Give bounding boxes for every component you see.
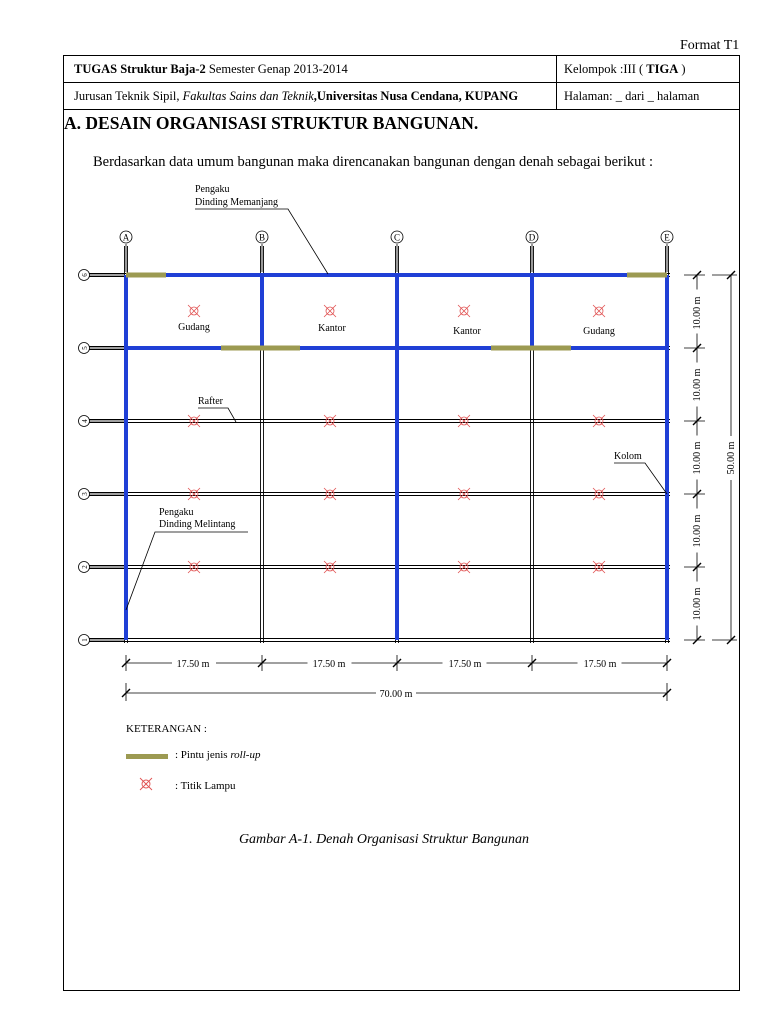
- grid-label-row: 2: [81, 565, 89, 569]
- lamp-point: [593, 488, 605, 500]
- lamp-icon: [138, 776, 154, 792]
- dim-bay-y: 10.00 m: [692, 514, 703, 548]
- annotation-pengaku-memanjang: Pengaku: [195, 184, 230, 195]
- lamp-point: [324, 415, 336, 427]
- figure-caption: Gambar A-1. Denah Organisasi Struktur Bangunan: [238, 832, 530, 847]
- lamp-point: [324, 305, 336, 317]
- grid-label-column: E: [664, 232, 670, 243]
- group-end: ): [678, 62, 686, 76]
- leader-line: [614, 463, 667, 494]
- grid-label-row: 3: [81, 492, 89, 496]
- lamp-point: [458, 488, 470, 500]
- lamp-point: [458, 305, 470, 317]
- header-page: Halaman: _ dari _ halaman: [564, 89, 700, 103]
- lamp-point: [458, 561, 470, 573]
- annotation-pengaku-memanjang: Dinding Memanjang: [195, 197, 279, 208]
- dim-total-x: 70.00 m: [379, 689, 413, 700]
- dim-bay-y: 10.00 m: [692, 441, 703, 475]
- dim-bay-x: 17.50 m: [583, 659, 617, 670]
- grid-label-row: 6: [81, 273, 89, 277]
- plan-grid: [84, 244, 670, 643]
- legend-title: KETERANGAN :: [126, 723, 207, 735]
- semester-text: Semester Genap 2013-2014: [205, 62, 348, 76]
- lamp-point: [188, 561, 200, 573]
- leader-line: [126, 532, 248, 610]
- grid-label-row: 1: [81, 638, 89, 642]
- dim-bay-x: 17.50 m: [312, 659, 346, 670]
- lamp-point: [593, 415, 605, 427]
- dimension-lines: [122, 271, 737, 701]
- lamp-point: [188, 488, 200, 500]
- format-label: Format T1: [680, 38, 740, 53]
- university-text: ,Universitas Nusa Cendana, KUPANG: [313, 89, 519, 103]
- room-label: Gudang: [178, 322, 210, 333]
- annotation-pengaku-melintang: Dinding Melintang: [159, 519, 236, 530]
- legend-door-prefix: : Pintu jenis: [175, 749, 231, 761]
- dept-text: Jurusan Teknik Sipil,: [74, 89, 183, 103]
- room-label: Gudang: [583, 326, 615, 337]
- lamp-point: [188, 415, 200, 427]
- intro-paragraph: Berdasarkan data umum bangunan maka direncanakan bangunan dengan denah sebagai berikut :: [93, 154, 654, 170]
- grid-label-column: C: [393, 232, 401, 243]
- lamp-point: [188, 305, 200, 317]
- room-label: Kantor: [453, 326, 481, 337]
- lamp-point: [593, 305, 605, 317]
- room-label: Kantor: [318, 323, 346, 334]
- course-name: TUGAS Struktur Baja-2: [74, 62, 206, 76]
- lamp-point: [593, 561, 605, 573]
- legend-lamp-text: : Titik Lampu: [175, 780, 236, 792]
- lamp-point: [324, 561, 336, 573]
- grid-label-row: 5: [81, 346, 89, 350]
- dim-bay-y: 10.00 m: [692, 368, 703, 402]
- lamp-point: [458, 415, 470, 427]
- grid-label-column: A: [122, 232, 130, 243]
- lamp-point: [324, 488, 336, 500]
- legend-door-swatch: [126, 754, 168, 759]
- dim-bay-x: 17.50 m: [448, 659, 482, 670]
- dim-total-y: 50.00 m: [726, 441, 737, 475]
- annotation-pengaku-melintang: Pengaku: [159, 507, 194, 518]
- annotation-rafter: Rafter: [198, 396, 223, 407]
- grid-bubbles: [79, 231, 674, 646]
- group-name: TIGA: [646, 62, 679, 76]
- group-label: Kelompok :III (: [564, 62, 647, 76]
- dim-bay-y: 10.00 m: [692, 296, 703, 330]
- legend-door-text: [175, 749, 260, 761]
- faculty-text: Fakultas Sains dan Teknik: [182, 89, 314, 103]
- section-title: A. DESAIN ORGANISASI STRUKTUR BANGUNAN.: [64, 113, 479, 133]
- legend-door-type: roll-up: [230, 749, 261, 761]
- annotation-kolom: Kolom: [614, 451, 642, 462]
- grid-label-column: D: [528, 232, 536, 243]
- grid-label-row: 4: [81, 419, 89, 423]
- dim-bay-y: 10.00 m: [692, 587, 703, 621]
- grid-label-column: B: [258, 232, 266, 243]
- dim-bay-x: 17.50 m: [176, 659, 210, 670]
